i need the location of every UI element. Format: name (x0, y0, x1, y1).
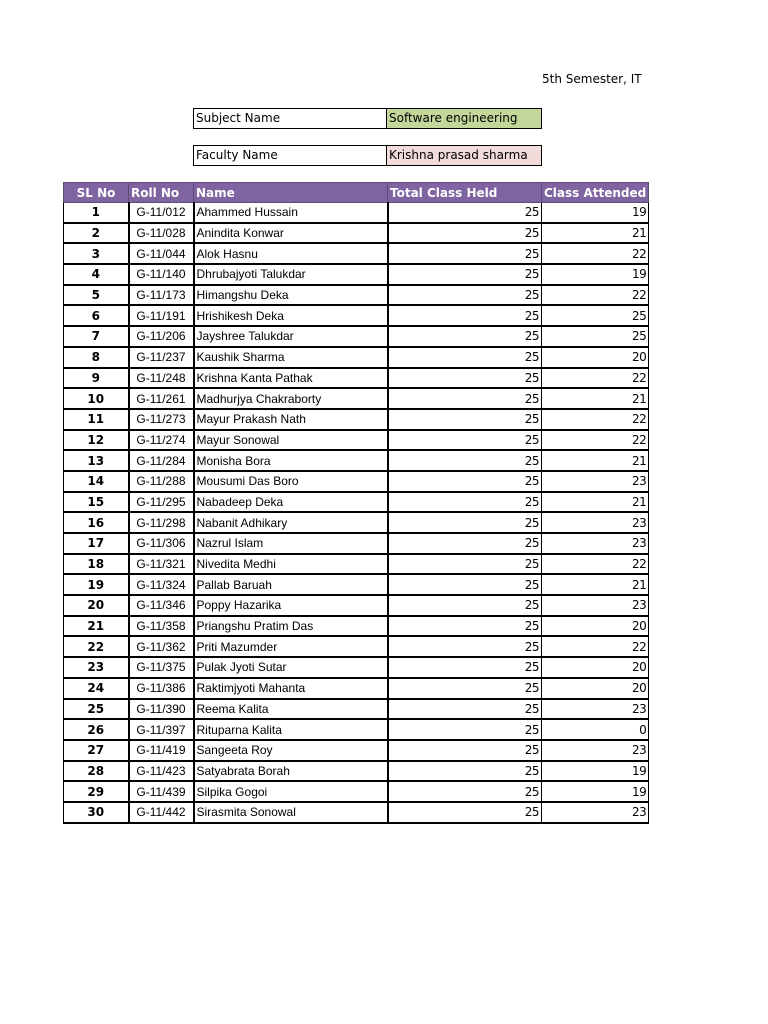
cell-roll-no: G-11/206 (129, 326, 194, 347)
subject-row (193, 108, 542, 129)
cell-name: Anindita Konwar (194, 223, 388, 244)
cell-roll-no: G-11/261 (129, 388, 194, 409)
cell-name: Mousumi Das Boro (194, 471, 388, 492)
table-row (64, 223, 649, 244)
cell-name: Reema Kalita (194, 699, 388, 720)
cell-total-class-held: 25 (388, 595, 542, 616)
cell-name: Priti Mazumder (194, 636, 388, 657)
cell-name: Silpika Gogoi (194, 781, 388, 802)
cell-roll-no: G-11/362 (129, 636, 194, 657)
cell-name: Ahammed Hussain (194, 203, 388, 223)
cell-class-attended: 22 (542, 636, 649, 657)
table-row (64, 699, 649, 720)
table-row (64, 802, 649, 823)
cell-sl-no: 1 (64, 203, 129, 223)
cell-name: Hrishikesh Deka (194, 305, 388, 326)
cell-name: Rituparna Kalita (194, 719, 388, 740)
table-row (64, 533, 649, 554)
cell-class-attended: 0 (542, 719, 649, 740)
cell-total-class-held: 25 (388, 264, 542, 285)
table-row (64, 430, 649, 451)
cell-name: Raktimjyoti Mahanta (194, 678, 388, 699)
cell-roll-no: G-11/390 (129, 699, 194, 720)
attendance-table (63, 182, 649, 824)
cell-class-attended: 22 (542, 243, 649, 264)
cell-class-attended: 20 (542, 678, 649, 699)
cell-roll-no: G-11/173 (129, 285, 194, 306)
col-header-class-attended: Class Attended (542, 183, 649, 203)
cell-class-attended: 23 (542, 699, 649, 720)
cell-sl-no: 20 (64, 595, 129, 616)
table-row (64, 595, 649, 616)
cell-roll-no: G-11/423 (129, 761, 194, 782)
cell-roll-no: G-11/358 (129, 616, 194, 637)
cell-roll-no: G-11/288 (129, 471, 194, 492)
table-row (64, 203, 649, 223)
cell-class-attended: 23 (542, 471, 649, 492)
cell-roll-no: G-11/274 (129, 430, 194, 451)
cell-total-class-held: 25 (388, 368, 542, 389)
cell-class-attended: 21 (542, 574, 649, 595)
cell-name: Himangshu Deka (194, 285, 388, 306)
cell-class-attended: 21 (542, 223, 649, 244)
cell-class-attended: 23 (542, 533, 649, 554)
cell-sl-no: 10 (64, 388, 129, 409)
cell-total-class-held: 25 (388, 636, 542, 657)
cell-roll-no: G-11/284 (129, 450, 194, 471)
cell-total-class-held: 25 (388, 223, 542, 244)
table-row (64, 781, 649, 802)
cell-sl-no: 14 (64, 471, 129, 492)
cell-roll-no: G-11/439 (129, 781, 194, 802)
cell-sl-no: 2 (64, 223, 129, 244)
cell-roll-no: G-11/386 (129, 678, 194, 699)
col-header-roll-no: Roll No (129, 183, 194, 203)
table-row (64, 347, 649, 368)
cell-total-class-held: 25 (388, 781, 542, 802)
cell-class-attended: 20 (542, 657, 649, 678)
cell-name: Dhrubajyoti Talukdar (194, 264, 388, 285)
cell-roll-no: G-11/346 (129, 595, 194, 616)
cell-name: Priangshu Pratim Das (194, 616, 388, 637)
cell-total-class-held: 25 (388, 471, 542, 492)
cell-sl-no: 11 (64, 409, 129, 430)
cell-class-attended: 22 (542, 368, 649, 389)
cell-total-class-held: 25 (388, 305, 542, 326)
cell-class-attended: 22 (542, 285, 649, 306)
cell-class-attended: 19 (542, 761, 649, 782)
cell-sl-no: 21 (64, 616, 129, 637)
cell-roll-no: G-11/295 (129, 492, 194, 513)
cell-name: Nabadeep Deka (194, 492, 388, 513)
cell-name: Monisha Bora (194, 450, 388, 471)
cell-sl-no: 15 (64, 492, 129, 513)
cell-class-attended: 22 (542, 554, 649, 575)
table-row (64, 616, 649, 637)
cell-class-attended: 19 (542, 781, 649, 802)
cell-name: Sirasmita Sonowal (194, 802, 388, 823)
cell-total-class-held: 25 (388, 678, 542, 699)
cell-total-class-held: 25 (388, 203, 542, 223)
table-row (64, 264, 649, 285)
faculty-value: Krishna prasad sharma (387, 146, 541, 165)
cell-sl-no: 13 (64, 450, 129, 471)
cell-sl-no: 4 (64, 264, 129, 285)
table-row (64, 326, 649, 347)
table-row (64, 450, 649, 471)
table-row (64, 657, 649, 678)
cell-total-class-held: 25 (388, 347, 542, 368)
cell-total-class-held: 25 (388, 719, 542, 740)
cell-class-attended: 23 (542, 595, 649, 616)
col-header-sl-no: SL No (64, 183, 129, 203)
cell-total-class-held: 25 (388, 740, 542, 761)
table-row (64, 574, 649, 595)
cell-roll-no: G-11/324 (129, 574, 194, 595)
cell-roll-no: G-11/306 (129, 533, 194, 554)
cell-name: Pallab Baruah (194, 574, 388, 595)
cell-sl-no: 23 (64, 657, 129, 678)
cell-sl-no: 27 (64, 740, 129, 761)
table-row (64, 388, 649, 409)
cell-class-attended: 20 (542, 347, 649, 368)
cell-sl-no: 6 (64, 305, 129, 326)
cell-sl-no: 25 (64, 699, 129, 720)
table-row (64, 719, 649, 740)
cell-sl-no: 9 (64, 368, 129, 389)
cell-class-attended: 19 (542, 203, 649, 223)
table-row (64, 243, 649, 264)
cell-name: Madhurjya Chakraborty (194, 388, 388, 409)
table-row (64, 678, 649, 699)
cell-name: Alok Hasnu (194, 243, 388, 264)
cell-total-class-held: 25 (388, 285, 542, 306)
cell-total-class-held: 25 (388, 554, 542, 575)
cell-class-attended: 21 (542, 450, 649, 471)
cell-total-class-held: 25 (388, 657, 542, 678)
cell-roll-no: G-11/273 (129, 409, 194, 430)
cell-total-class-held: 25 (388, 326, 542, 347)
table-row (64, 761, 649, 782)
cell-roll-no: G-11/321 (129, 554, 194, 575)
cell-sl-no: 3 (64, 243, 129, 264)
cell-sl-no: 18 (64, 554, 129, 575)
cell-sl-no: 8 (64, 347, 129, 368)
cell-roll-no: G-11/442 (129, 802, 194, 823)
table-header-row (64, 183, 649, 203)
table-row (64, 636, 649, 657)
cell-total-class-held: 25 (388, 699, 542, 720)
cell-name: Krishna Kanta Pathak (194, 368, 388, 389)
cell-total-class-held: 25 (388, 574, 542, 595)
cell-roll-no: G-11/298 (129, 512, 194, 533)
cell-sl-no: 22 (64, 636, 129, 657)
cell-total-class-held: 25 (388, 409, 542, 430)
cell-name: Nabanit Adhikary (194, 512, 388, 533)
cell-roll-no: G-11/419 (129, 740, 194, 761)
cell-sl-no: 7 (64, 326, 129, 347)
cell-class-attended: 22 (542, 430, 649, 451)
cell-class-attended: 21 (542, 492, 649, 513)
subject-value: Software engineering (387, 109, 541, 128)
cell-sl-no: 5 (64, 285, 129, 306)
cell-class-attended: 20 (542, 616, 649, 637)
cell-sl-no: 16 (64, 512, 129, 533)
cell-class-attended: 21 (542, 388, 649, 409)
cell-total-class-held: 25 (388, 430, 542, 451)
faculty-label: Faculty Name (194, 146, 387, 165)
cell-class-attended: 25 (542, 305, 649, 326)
cell-class-attended: 23 (542, 740, 649, 761)
table-row (64, 471, 649, 492)
cell-name: Pulak Jyoti Sutar (194, 657, 388, 678)
table-row (64, 368, 649, 389)
table-row (64, 285, 649, 306)
semester-heading: 5th Semester, IT (542, 72, 642, 86)
cell-roll-no: G-11/191 (129, 305, 194, 326)
subject-label: Subject Name (194, 109, 387, 128)
cell-name: Mayur Sonowal (194, 430, 388, 451)
cell-name: Satyabrata Borah (194, 761, 388, 782)
cell-total-class-held: 25 (388, 616, 542, 637)
table-row (64, 305, 649, 326)
cell-roll-no: G-11/237 (129, 347, 194, 368)
cell-total-class-held: 25 (388, 492, 542, 513)
cell-name: Kaushik Sharma (194, 347, 388, 368)
cell-name: Nivedita Medhi (194, 554, 388, 575)
cell-total-class-held: 25 (388, 533, 542, 554)
cell-roll-no: G-11/375 (129, 657, 194, 678)
cell-roll-no: G-11/012 (129, 203, 194, 223)
cell-name: Mayur Prakash Nath (194, 409, 388, 430)
cell-name: Sangeeta Roy (194, 740, 388, 761)
cell-name: Nazrul Islam (194, 533, 388, 554)
cell-total-class-held: 25 (388, 802, 542, 823)
cell-sl-no: 29 (64, 781, 129, 802)
cell-total-class-held: 25 (388, 243, 542, 264)
cell-roll-no: G-11/140 (129, 264, 194, 285)
cell-class-attended: 19 (542, 264, 649, 285)
cell-roll-no: G-11/248 (129, 368, 194, 389)
cell-name: Jayshree Talukdar (194, 326, 388, 347)
cell-total-class-held: 25 (388, 388, 542, 409)
cell-sl-no: 26 (64, 719, 129, 740)
cell-class-attended: 23 (542, 802, 649, 823)
table-row (64, 409, 649, 430)
cell-roll-no: G-11/044 (129, 243, 194, 264)
table-row (64, 740, 649, 761)
cell-roll-no: G-11/028 (129, 223, 194, 244)
col-header-name: Name (194, 183, 388, 203)
cell-name: Poppy Hazarika (194, 595, 388, 616)
cell-total-class-held: 25 (388, 512, 542, 533)
cell-sl-no: 28 (64, 761, 129, 782)
cell-sl-no: 19 (64, 574, 129, 595)
cell-class-attended: 23 (542, 512, 649, 533)
cell-total-class-held: 25 (388, 450, 542, 471)
col-header-total-class-held: Total Class Held (388, 183, 542, 203)
faculty-row (193, 145, 542, 166)
table-row (64, 554, 649, 575)
table-row (64, 492, 649, 513)
cell-class-attended: 25 (542, 326, 649, 347)
cell-sl-no: 24 (64, 678, 129, 699)
cell-total-class-held: 25 (388, 761, 542, 782)
cell-roll-no: G-11/397 (129, 719, 194, 740)
table-row (64, 512, 649, 533)
cell-sl-no: 17 (64, 533, 129, 554)
cell-class-attended: 22 (542, 409, 649, 430)
cell-sl-no: 30 (64, 802, 129, 823)
cell-sl-no: 12 (64, 430, 129, 451)
